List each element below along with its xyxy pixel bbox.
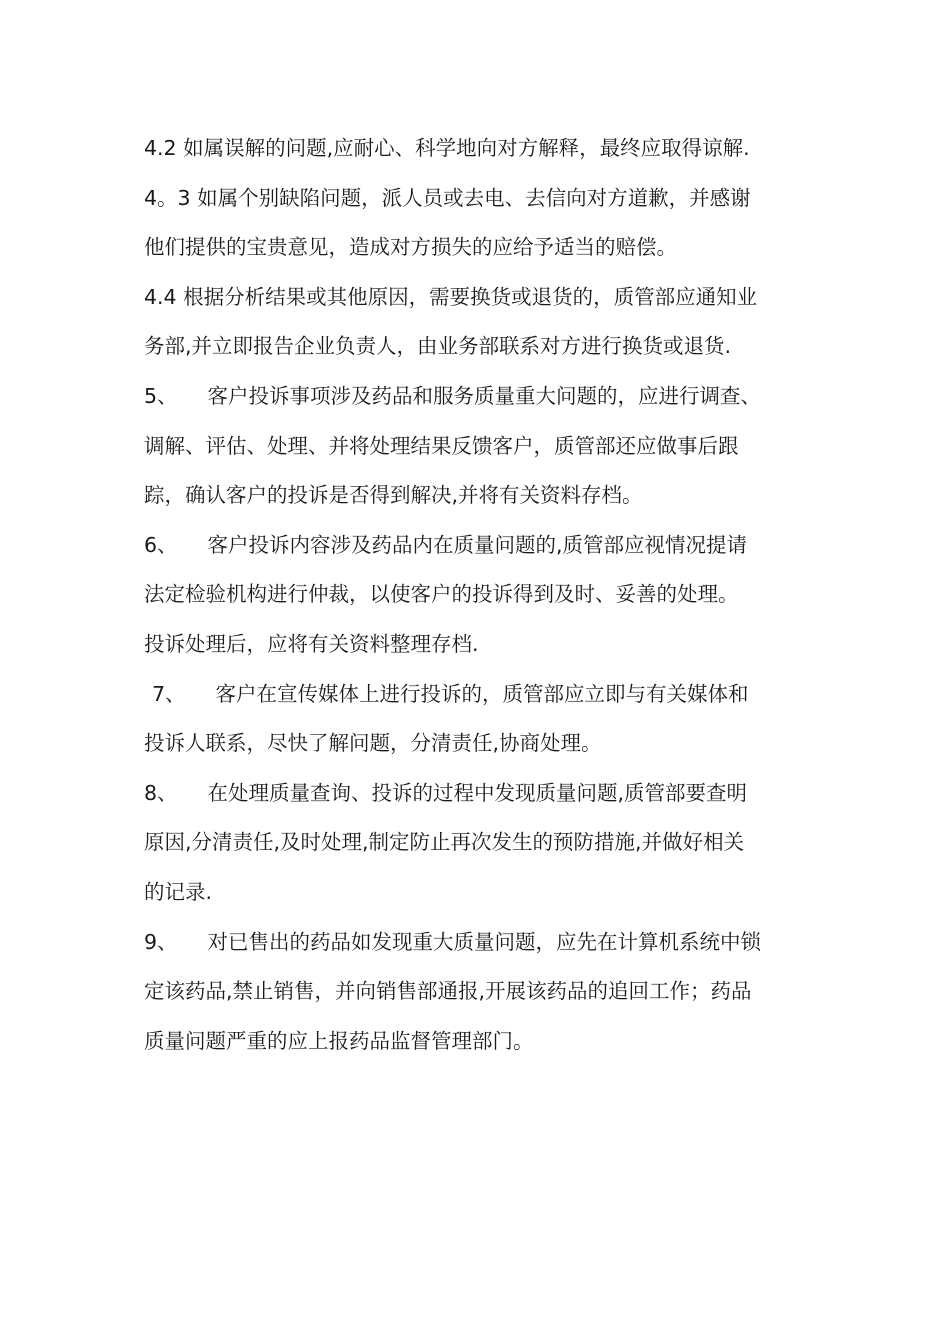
paragraph-line: 调解、评估、处理、并将处理结果反馈客户，质管部还应做事后跟 xyxy=(144,433,739,458)
item-number: 6、 xyxy=(144,532,178,557)
item-text: 客户投诉事项涉及药品和服务质量重大问题的，应进行调查、 xyxy=(207,383,762,408)
item-number: 8、 xyxy=(144,780,178,805)
item-7-line xyxy=(144,670,809,720)
paragraph-line: 4.2 如属误解的问题,应耐心、科学地向对方解释，最终应取得谅解. xyxy=(144,136,750,160)
paragraph-line: 4.4 根据分析结果或其他原因，需要换货或退货的，质管部应通知业 xyxy=(144,284,758,309)
item-6-line xyxy=(144,521,809,571)
paragraph-line: 法定检验机构进行仲裁，以使客户的投诉得到及时、妥善的处理。 xyxy=(144,582,739,607)
item-5-line xyxy=(144,372,809,422)
paragraph-line: 踪，确认客户的投诉是否得到解决,并将有关资料存档。 xyxy=(144,483,643,508)
item-9-line xyxy=(144,918,809,968)
item-text: 在处理质量查询、投诉的过程中发现质量问题,质管部要查明 xyxy=(207,780,748,805)
paragraph-line: 原因,分清责任,及时处理,制定防止再次发生的预防措施,并做好相关 xyxy=(144,830,745,855)
item-text: 客户在宣传媒体上进行投诉的，质管部应立即与有关媒体和 xyxy=(215,681,749,706)
paragraph-line: 定该药品,禁止销售，并向销售部通报,开展该药品的追回工作；药品 xyxy=(144,979,752,1004)
paragraph-line: 务部,并立即报告企业负责人，由业务部联系对方进行换货或退货. xyxy=(144,334,732,359)
paragraph-line: 质量问题严重的应上报药品监督管理部门。 xyxy=(144,1028,534,1053)
item-number: 9、 xyxy=(144,929,178,954)
item-text: 对已售出的药品如发现重大质量问题，应先在计算机系统中锁 xyxy=(207,929,762,954)
document-body xyxy=(144,124,809,1066)
item-number: 7、 xyxy=(152,681,186,706)
paragraph-line: 4。3 如属个别缺陷问题，派人员或去电、去信向对方道歉，并感谢 xyxy=(144,185,751,210)
paragraph-line: 投诉人联系，尽快了解问题，分清责任,协商处理。 xyxy=(144,731,602,756)
item-text: 客户投诉内容涉及药品内在质量问题的,质管部应视情况提请 xyxy=(207,532,748,557)
item-number: 5、 xyxy=(144,383,178,408)
item-8-line xyxy=(144,769,809,819)
paragraph-line: 投诉处理后，应将有关资料整理存档. xyxy=(144,631,479,656)
paragraph-line: 他们提供的宝贵意见，造成对方损失的应给予适当的赔偿。 xyxy=(144,235,677,260)
paragraph-line: 的记录. xyxy=(144,879,213,904)
